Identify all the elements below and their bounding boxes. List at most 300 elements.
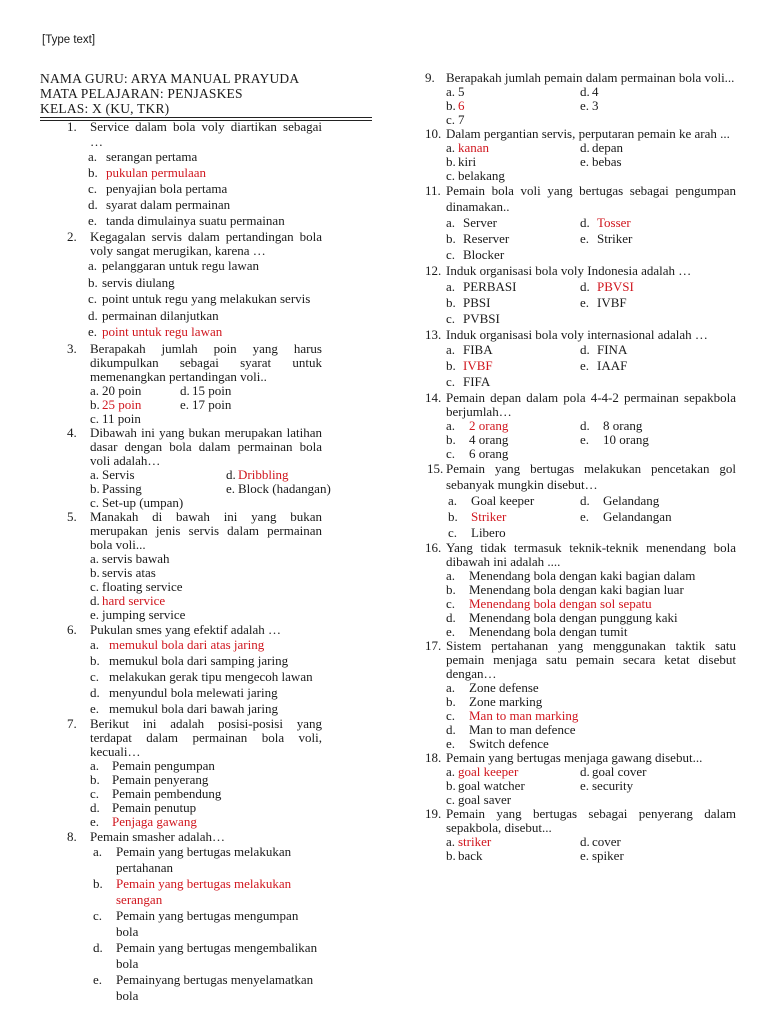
answer-option bbox=[580, 419, 757, 433]
question-13 bbox=[425, 328, 757, 390]
answer-option bbox=[446, 279, 580, 295]
option-text: Gelandang bbox=[603, 493, 660, 508]
answer-option bbox=[580, 358, 757, 374]
answer-option bbox=[446, 113, 580, 127]
answer-option bbox=[446, 342, 580, 358]
option-letter: d. bbox=[90, 592, 100, 608]
answer-option bbox=[446, 447, 580, 461]
option-letter: d. bbox=[226, 466, 236, 482]
answer-option bbox=[446, 611, 736, 625]
answer-option bbox=[226, 482, 372, 496]
option-letter: c. bbox=[90, 578, 100, 594]
answer-option bbox=[580, 849, 757, 863]
option-text: FIFA bbox=[463, 374, 491, 389]
option-text: melakukan gerak tipu mengecoh lawan bbox=[109, 668, 313, 684]
option-letter: b. bbox=[446, 98, 456, 113]
option-text: Menendang bola dengan kaki bagian dalam bbox=[469, 568, 696, 583]
option-letter: d. bbox=[180, 382, 190, 398]
question-4 bbox=[40, 426, 372, 510]
option-letter: e. bbox=[580, 509, 590, 524]
question-text: Dibawah ini yang bukan merupakan latihan dasar dengan bola dalam permainan bola voli adalah… bbox=[90, 424, 322, 468]
answer-option-correct bbox=[90, 815, 322, 829]
option-letter: a. bbox=[446, 568, 456, 583]
option-letter: a. bbox=[90, 550, 100, 566]
option-letter: e. bbox=[446, 624, 456, 639]
answer-option bbox=[446, 374, 580, 390]
option-letter: c. bbox=[446, 596, 456, 611]
option-text: Switch defence bbox=[469, 736, 549, 751]
answer-option bbox=[88, 197, 322, 213]
option-letter: b. bbox=[446, 295, 456, 310]
option-letter: a. bbox=[446, 764, 456, 779]
question-number: 3. bbox=[67, 340, 77, 356]
option-letter: c. bbox=[90, 410, 100, 426]
option-text: Striker bbox=[471, 509, 507, 524]
answer-option bbox=[88, 308, 322, 325]
answer-option-correct bbox=[226, 468, 372, 482]
option-text: FIBA bbox=[463, 342, 493, 357]
option-text: 4 orang bbox=[469, 432, 509, 447]
option-text: menyundul bola melewati jaring bbox=[109, 684, 278, 700]
answer-option bbox=[446, 583, 736, 597]
question-text: Induk organisasi bola voly Indonesia adalah … bbox=[446, 263, 692, 278]
option-text: Servis bbox=[102, 466, 135, 482]
option-letter: e. bbox=[226, 480, 236, 496]
answer-option bbox=[90, 701, 322, 717]
answer-options bbox=[446, 141, 757, 183]
answer-option bbox=[90, 685, 322, 701]
option-letter: a. bbox=[90, 757, 100, 773]
answer-option-correct bbox=[580, 215, 757, 231]
option-text: 15 poin bbox=[192, 382, 232, 398]
option-text: 5 bbox=[458, 84, 465, 99]
option-text: belakang bbox=[458, 168, 505, 183]
answer-option bbox=[580, 342, 757, 358]
option-letter: c. bbox=[446, 112, 456, 127]
answer-option bbox=[88, 181, 322, 197]
answer-options bbox=[446, 419, 757, 461]
option-letter: c. bbox=[88, 291, 98, 306]
option-letter: b. bbox=[90, 564, 100, 580]
option-text: Tosser bbox=[597, 215, 631, 230]
option-letter: c. bbox=[88, 181, 98, 196]
question-number: 7. bbox=[67, 715, 77, 731]
option-letter: b. bbox=[446, 231, 456, 246]
question-number: 12. bbox=[425, 263, 442, 278]
option-text: memukul bola dari samping jaring bbox=[109, 652, 289, 668]
option-letter: b. bbox=[446, 848, 456, 863]
question-number: 5. bbox=[67, 508, 77, 524]
question-10 bbox=[425, 127, 757, 183]
answer-option bbox=[580, 509, 757, 525]
question-text: Induk organisasi bola voly internasional adalah … bbox=[446, 327, 708, 342]
question-text: Dalam pergantian servis, perputaran pemain ke arah ... bbox=[446, 126, 730, 141]
option-letter: a. bbox=[90, 636, 100, 652]
question-number: 4. bbox=[67, 424, 77, 440]
answer-option bbox=[93, 844, 322, 876]
answer-option bbox=[580, 835, 757, 849]
option-letter: b. bbox=[446, 358, 456, 373]
option-letter: d. bbox=[88, 197, 98, 212]
answer-option-correct bbox=[446, 597, 736, 611]
option-letter: c. bbox=[93, 907, 103, 923]
question-number: 8. bbox=[67, 828, 77, 844]
option-text: 25 poin bbox=[102, 396, 142, 412]
question-text: Manakah di bawah ini yang bukan merupakan jenis servis dalam permainan bola voli... bbox=[90, 508, 322, 552]
option-text: PVBSI bbox=[463, 311, 500, 326]
answer-option-correct bbox=[90, 594, 322, 608]
option-text: bebas bbox=[592, 154, 622, 169]
answer-options bbox=[446, 85, 757, 127]
question-6 bbox=[40, 622, 372, 717]
option-letter: e. bbox=[580, 154, 590, 169]
option-text: 7 bbox=[458, 112, 465, 127]
option-letter: c. bbox=[446, 792, 456, 807]
answer-option bbox=[88, 291, 322, 308]
question-text: Pemain yang bertugas sebagai penyerang dalam sepakbola, disebut... bbox=[446, 806, 736, 835]
answer-option bbox=[580, 295, 757, 311]
option-text: FINA bbox=[597, 342, 628, 357]
option-text: Zone marking bbox=[469, 694, 543, 709]
option-text: cover bbox=[592, 834, 621, 849]
option-text: syarat dalam permainan bbox=[106, 197, 231, 212]
answer-option bbox=[446, 215, 580, 231]
option-letter: a. bbox=[446, 140, 456, 155]
answer-options bbox=[90, 468, 372, 510]
question-number: 10. bbox=[425, 126, 442, 141]
answer-option bbox=[446, 695, 736, 709]
option-text: goal cover bbox=[592, 764, 647, 779]
option-text: 4 bbox=[592, 84, 599, 99]
question-text: Pemain yang bertugas menjaga gawang disebut... bbox=[446, 750, 703, 765]
option-letter: b. bbox=[90, 480, 100, 496]
answer-option bbox=[90, 552, 322, 566]
question-number: 17. bbox=[425, 638, 442, 653]
option-letter: a. bbox=[446, 834, 456, 849]
option-text: 6 bbox=[458, 98, 465, 113]
answer-option bbox=[90, 669, 322, 685]
option-letter: d. bbox=[88, 307, 98, 323]
option-text: goal saver bbox=[458, 792, 512, 807]
answer-option-correct bbox=[446, 358, 580, 374]
answer-option bbox=[580, 779, 757, 793]
answer-option bbox=[446, 779, 580, 793]
option-letter: d. bbox=[580, 342, 590, 357]
option-letter: d. bbox=[90, 799, 100, 815]
question-column-left bbox=[40, 118, 372, 1004]
answer-option-correct bbox=[446, 765, 580, 779]
answer-options bbox=[446, 681, 757, 751]
question-3 bbox=[40, 342, 372, 426]
option-text: Blocker bbox=[463, 247, 505, 262]
option-text: spiker bbox=[592, 848, 624, 863]
option-letter: e. bbox=[88, 324, 98, 339]
option-letter: a. bbox=[90, 466, 100, 482]
question-text: Berapakah jumlah poin yang harus dikumpulkan sebagai syarat untuk memenangkan pertandingan voli.. bbox=[90, 340, 322, 384]
option-text: Set-up (umpan) bbox=[102, 494, 184, 510]
option-letter: a. bbox=[93, 843, 103, 859]
question-number: 9. bbox=[425, 70, 435, 85]
option-text: kiri bbox=[458, 154, 477, 169]
option-letter: c. bbox=[448, 525, 458, 540]
answer-option bbox=[90, 580, 322, 594]
option-text: 8 orang bbox=[603, 418, 643, 433]
option-letter: c. bbox=[90, 668, 100, 684]
question-number: 1. bbox=[67, 119, 77, 134]
question-number: 19. bbox=[425, 806, 442, 821]
option-letter: b. bbox=[90, 652, 100, 668]
option-letter: c. bbox=[446, 247, 456, 262]
option-letter: b. bbox=[446, 432, 456, 447]
option-text: kanan bbox=[458, 140, 490, 155]
answer-option bbox=[446, 681, 736, 695]
answer-option bbox=[180, 384, 372, 398]
answer-options bbox=[93, 844, 372, 1004]
answer-option-correct bbox=[448, 509, 580, 525]
option-text: servis bawah bbox=[102, 550, 170, 566]
option-letter: c. bbox=[446, 311, 456, 326]
answer-option bbox=[90, 801, 322, 815]
option-text: IAAF bbox=[597, 358, 628, 373]
question-number: 18. bbox=[425, 750, 442, 765]
answer-option bbox=[88, 275, 322, 292]
answer-option bbox=[580, 493, 757, 509]
answer-option bbox=[446, 433, 580, 447]
option-text: 10 orang bbox=[603, 432, 649, 447]
answer-option-correct bbox=[93, 876, 322, 908]
question-1 bbox=[40, 119, 372, 229]
option-text: PERBASI bbox=[463, 279, 517, 294]
option-letter: b. bbox=[446, 154, 456, 169]
answer-option bbox=[446, 247, 580, 263]
answer-options bbox=[446, 279, 757, 327]
question-text: Berikut ini adalah posisi-posisi yang terdapat dalam permainan bola voli, kecuali… bbox=[90, 715, 322, 759]
answer-options bbox=[446, 569, 757, 639]
option-letter: c. bbox=[446, 374, 456, 389]
option-letter: a. bbox=[90, 382, 100, 398]
question-text: Berapakah jumlah pemain dalam permainan bola voli... bbox=[446, 70, 735, 85]
answer-option bbox=[448, 525, 580, 541]
answer-option bbox=[90, 787, 322, 801]
answer-option bbox=[88, 149, 322, 165]
question-18 bbox=[425, 751, 757, 807]
question-number: 13. bbox=[425, 327, 442, 342]
question-5 bbox=[40, 510, 372, 622]
document-header bbox=[40, 71, 372, 116]
question-number: 6. bbox=[67, 621, 77, 637]
question-2 bbox=[40, 230, 372, 341]
answer-option bbox=[446, 295, 580, 311]
question-7 bbox=[40, 717, 372, 829]
option-text: Pemain pembendung bbox=[112, 785, 222, 801]
answer-option-correct bbox=[88, 324, 322, 341]
option-letter: d. bbox=[580, 834, 590, 849]
answer-option-correct bbox=[580, 279, 757, 295]
option-letter: e. bbox=[580, 432, 590, 447]
option-letter: b. bbox=[446, 582, 456, 597]
option-letter: d. bbox=[93, 939, 103, 955]
teacher-name: NAMA GURU: ARYA MANUAL PRAYUDA bbox=[40, 71, 300, 86]
option-text: PBSI bbox=[463, 295, 491, 310]
option-letter: d. bbox=[90, 684, 100, 700]
question-15 bbox=[425, 461, 757, 541]
option-text: Pemain yang bertugas melakukan serangan bbox=[116, 875, 292, 907]
option-letter: a. bbox=[446, 279, 456, 294]
option-letter: e. bbox=[580, 848, 590, 863]
option-text: 2 orang bbox=[469, 418, 509, 433]
option-text: hard service bbox=[102, 592, 166, 608]
option-letter: d. bbox=[580, 764, 590, 779]
option-text: Pemain penutup bbox=[112, 799, 197, 815]
option-letter: a. bbox=[446, 680, 456, 695]
answer-options bbox=[446, 765, 757, 807]
answer-option bbox=[180, 398, 372, 412]
option-text: Penjaga gawang bbox=[112, 813, 197, 829]
answer-option-correct bbox=[446, 141, 580, 155]
option-text: Menendang bola dengan sol sepatu bbox=[469, 596, 652, 611]
answer-option bbox=[90, 412, 180, 426]
question-number: 15. bbox=[427, 461, 444, 476]
option-text: goal watcher bbox=[458, 778, 525, 793]
option-letter: d. bbox=[580, 493, 590, 508]
answer-option bbox=[580, 85, 757, 99]
answer-option-correct bbox=[446, 419, 580, 433]
option-letter: d. bbox=[446, 722, 456, 737]
answer-option bbox=[446, 793, 580, 807]
option-letter: e. bbox=[580, 358, 590, 373]
answer-option bbox=[446, 231, 580, 247]
option-letter: e. bbox=[88, 213, 98, 228]
option-text: goal keeper bbox=[458, 764, 519, 779]
answer-option bbox=[446, 311, 580, 327]
answer-option-correct bbox=[446, 99, 580, 113]
option-text: PBVSI bbox=[597, 279, 634, 294]
answer-option bbox=[90, 468, 226, 482]
answer-option bbox=[446, 155, 580, 169]
answer-option bbox=[93, 940, 322, 972]
answer-option-correct bbox=[446, 835, 580, 849]
question-8 bbox=[40, 829, 372, 1004]
option-text: 17 poin bbox=[192, 396, 232, 412]
question-text: Pukulan smes yang efektif adalah … bbox=[90, 621, 281, 637]
option-letter: e. bbox=[90, 700, 100, 716]
option-letter: e. bbox=[90, 606, 100, 622]
option-text: Server bbox=[463, 215, 497, 230]
question-14 bbox=[425, 391, 757, 461]
answer-options bbox=[88, 149, 372, 229]
option-text: point untuk regu lawan bbox=[102, 324, 223, 339]
answer-option bbox=[446, 85, 580, 99]
option-letter: a. bbox=[448, 493, 458, 508]
option-letter: b. bbox=[88, 165, 98, 180]
answer-option bbox=[446, 849, 580, 863]
answer-option bbox=[90, 482, 226, 496]
answer-option bbox=[580, 99, 757, 113]
option-letter: e. bbox=[580, 295, 590, 310]
option-letter: a. bbox=[88, 258, 98, 273]
answer-option-correct bbox=[88, 165, 322, 181]
option-text: Striker bbox=[597, 231, 633, 246]
question-11 bbox=[425, 183, 757, 263]
answer-options bbox=[446, 215, 757, 263]
answer-option bbox=[90, 496, 226, 510]
option-letter: e. bbox=[90, 813, 100, 829]
option-text: permainan dilanjutkan bbox=[102, 307, 219, 323]
option-letter: a. bbox=[88, 149, 98, 164]
option-letter: d. bbox=[580, 279, 590, 294]
option-text: tanda dimulainya suatu permainan bbox=[106, 213, 285, 228]
option-letter: d. bbox=[580, 140, 590, 155]
option-text: floating service bbox=[102, 578, 183, 594]
option-letter: e. bbox=[180, 396, 190, 412]
question-12 bbox=[425, 263, 757, 327]
option-letter: d. bbox=[446, 610, 456, 625]
option-text: servis atas bbox=[102, 564, 156, 580]
answer-option bbox=[90, 653, 322, 669]
question-text: Pemain depan dalam pola 4-4-2 permainan sepakbola berjumlah… bbox=[446, 390, 736, 419]
answer-options bbox=[90, 759, 372, 829]
option-letter: b. bbox=[90, 396, 100, 412]
answer-option bbox=[446, 737, 736, 751]
option-text: 6 orang bbox=[469, 446, 509, 461]
question-number: 14. bbox=[425, 390, 442, 405]
option-text: 3 bbox=[592, 98, 599, 113]
option-letter: e. bbox=[93, 971, 103, 987]
option-letter: a. bbox=[446, 84, 456, 99]
option-letter: b. bbox=[448, 509, 458, 524]
answer-option bbox=[446, 569, 736, 583]
answer-option bbox=[93, 908, 322, 940]
option-text: servis diulang bbox=[102, 274, 175, 290]
option-letter: e. bbox=[580, 778, 590, 793]
answer-option bbox=[446, 169, 580, 183]
answer-option bbox=[90, 759, 322, 773]
answer-option bbox=[90, 566, 322, 580]
header-placeholder-text: [Type text] bbox=[42, 34, 96, 46]
option-letter: d. bbox=[580, 215, 590, 230]
answer-options bbox=[90, 552, 372, 622]
option-text: Pemain pengumpan bbox=[112, 757, 215, 773]
answer-option bbox=[90, 773, 322, 787]
option-letter: c. bbox=[90, 785, 100, 801]
option-text: penyajian bola pertama bbox=[106, 181, 228, 196]
option-letter: c. bbox=[446, 168, 456, 183]
option-text: Menendang bola dengan tumit bbox=[469, 624, 628, 639]
option-letter: d. bbox=[580, 418, 590, 433]
answer-option bbox=[446, 723, 736, 737]
option-text: jumping service bbox=[102, 606, 186, 622]
option-text: IVBF bbox=[463, 358, 493, 373]
answer-option bbox=[90, 608, 322, 622]
option-letter: b. bbox=[88, 274, 98, 290]
option-text: pelanggaran untuk regu lawan bbox=[102, 258, 260, 273]
option-text: IVBF bbox=[597, 295, 627, 310]
answer-option bbox=[446, 625, 736, 639]
answer-options bbox=[90, 637, 372, 717]
question-9 bbox=[425, 71, 757, 127]
option-text: Gelandangan bbox=[603, 509, 672, 524]
option-text: 20 poin bbox=[102, 382, 142, 398]
option-text: Pemain yang bertugas melakukan pertahanan bbox=[116, 843, 292, 875]
question-text: Pemain bola voli yang bertugas sebagai pengumpan dinamakan.. bbox=[446, 183, 736, 214]
option-letter: b. bbox=[446, 694, 456, 709]
option-text: Menendang bola dengan kaki bagian luar bbox=[469, 582, 684, 597]
option-letter: d. bbox=[580, 84, 590, 99]
option-text: Pemainyang bertugas menyelamatkan bola bbox=[116, 971, 314, 1003]
option-text: Pemain yang bertugas mengumpan bola bbox=[116, 907, 299, 939]
option-letter: e. bbox=[446, 736, 456, 751]
option-letter: a. bbox=[446, 418, 456, 433]
